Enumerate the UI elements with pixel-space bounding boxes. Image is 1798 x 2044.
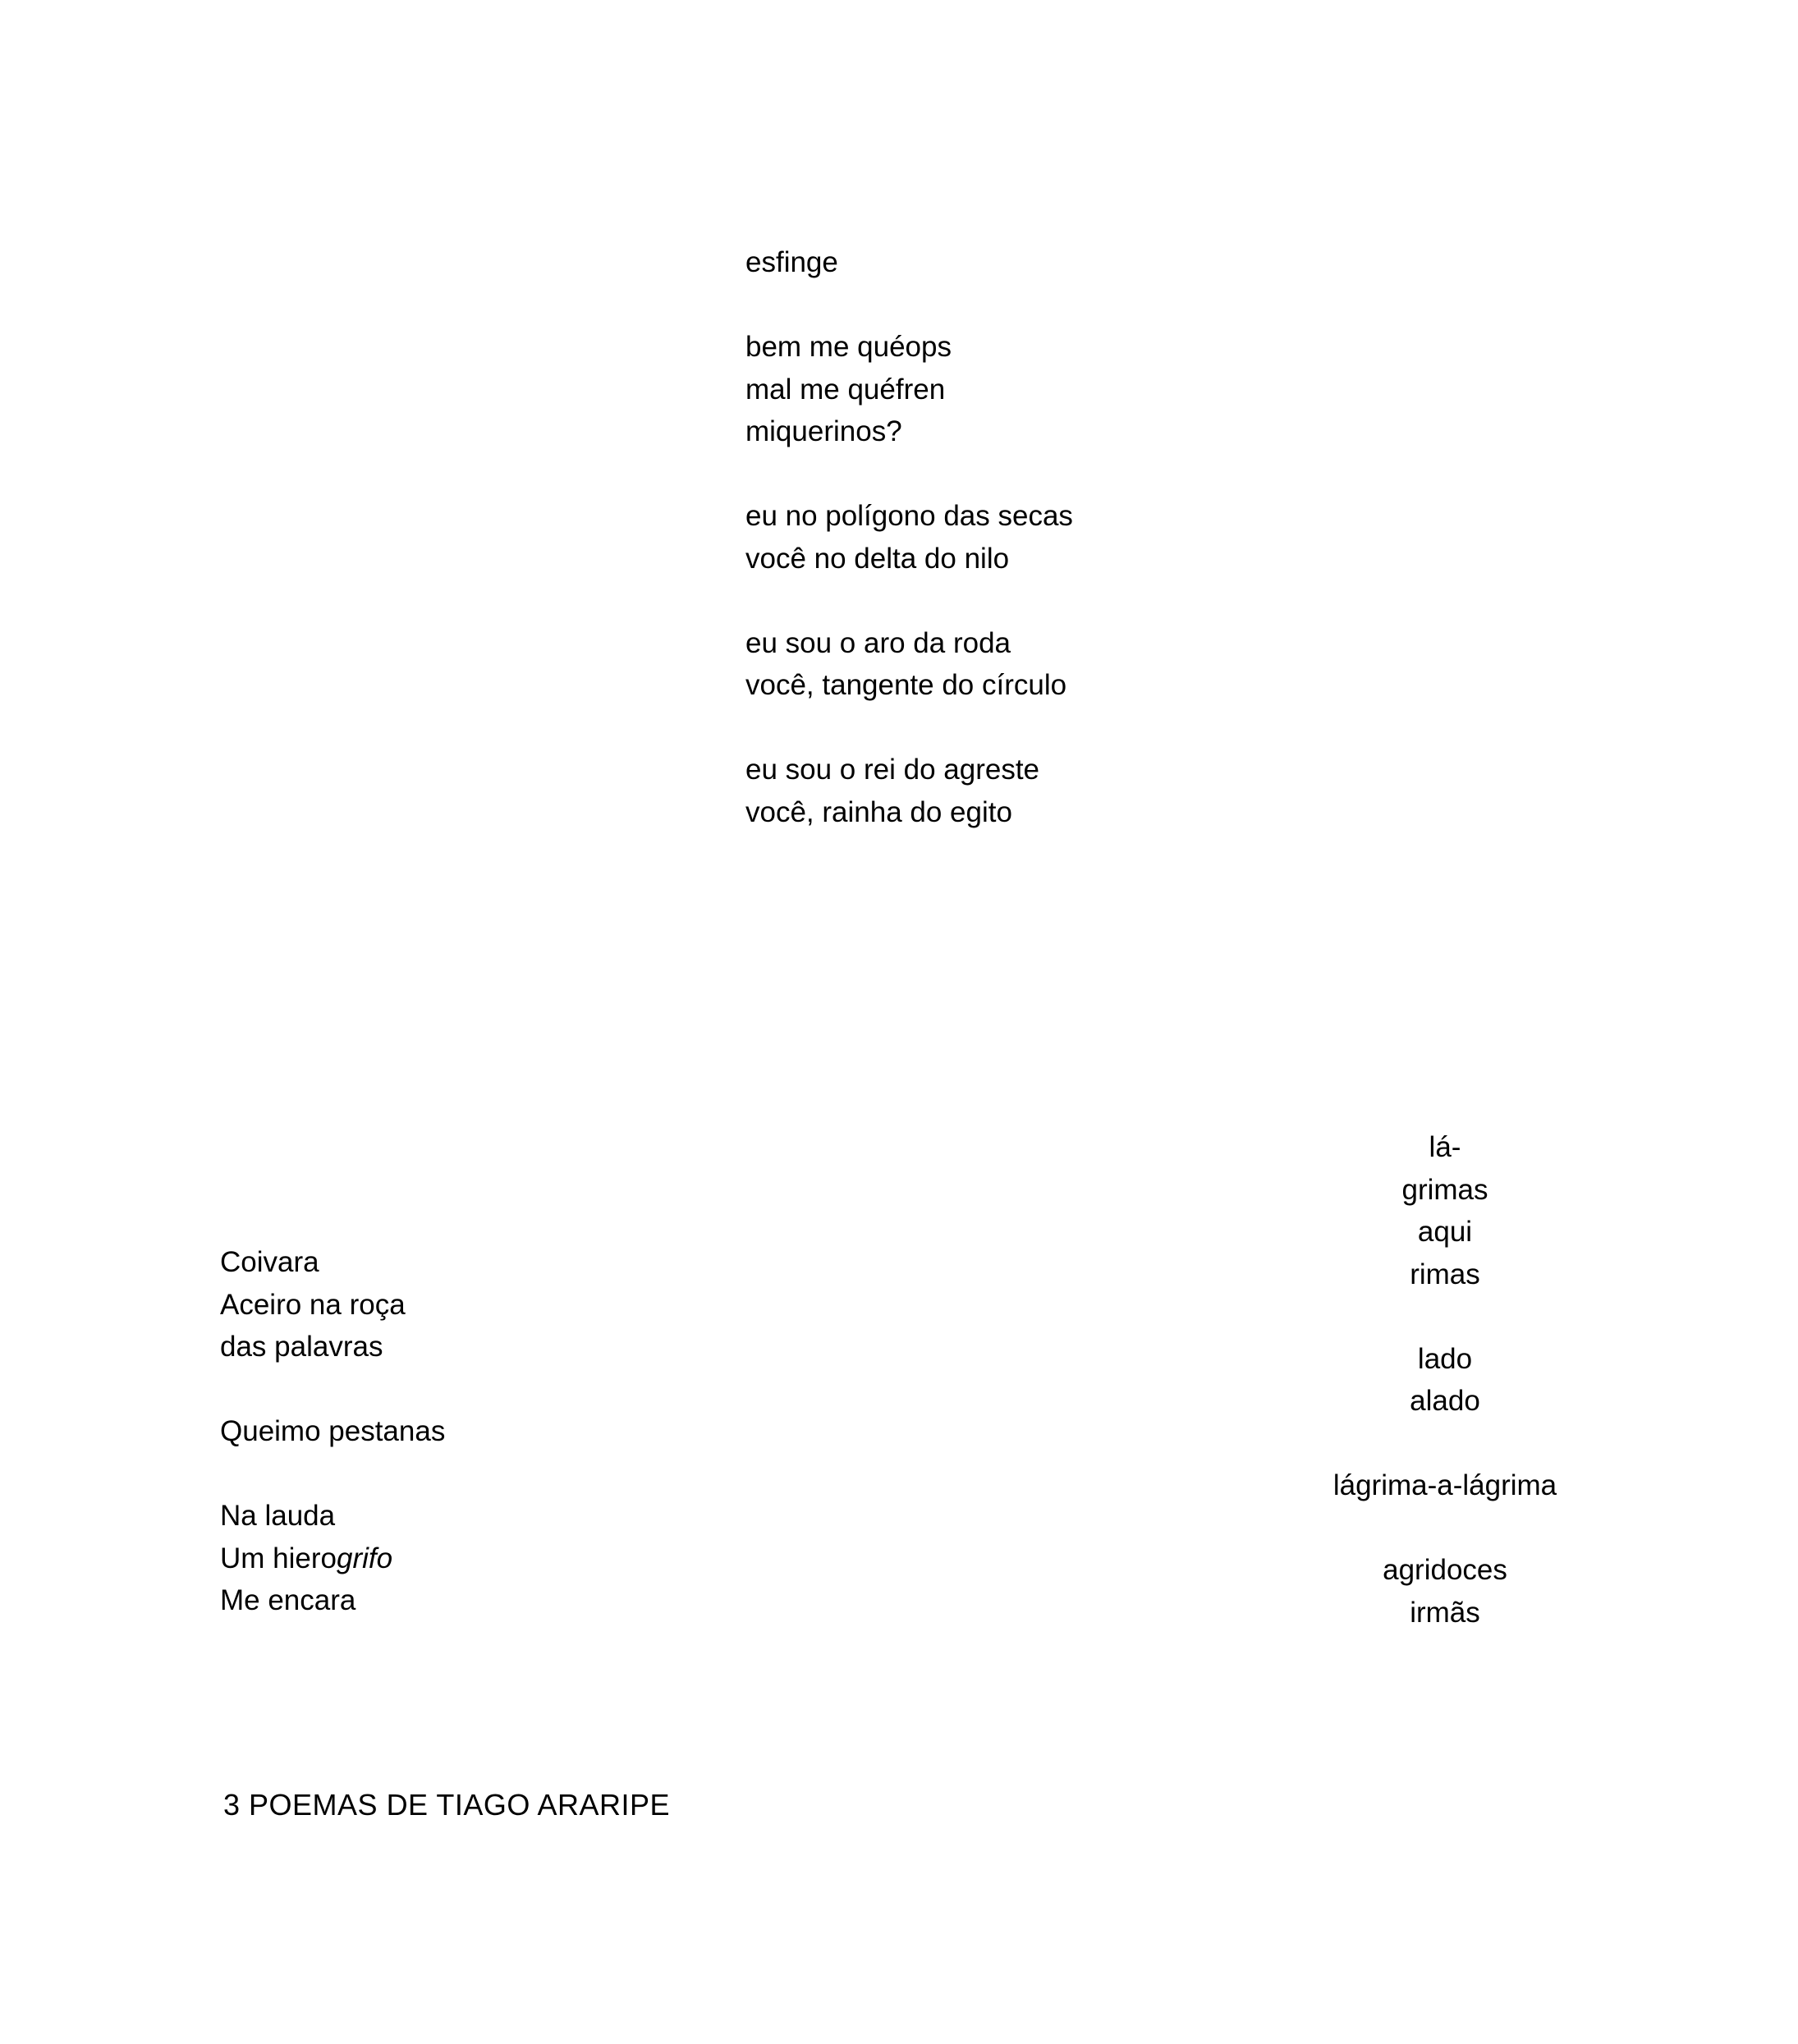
poem-line: lá- [1429,1131,1461,1163]
poem-line: rimas [1410,1258,1480,1290]
stanza-break [745,580,1073,622]
poem-title: Coivara [220,1246,319,1278]
poem-line: irmãs [1410,1596,1480,1629]
poem-line: eu sou o aro da roda [745,626,1011,659]
line-italic-part: grifo [336,1542,393,1574]
poem-line: Aceiro na roça [220,1288,406,1321]
stanza-break [1333,1295,1557,1338]
stanza-break [745,707,1073,749]
stanza-break [745,453,1073,496]
poem-line: agridoces [1383,1554,1507,1586]
poem-esfinge [745,241,1073,833]
poem-line: lado [1417,1342,1473,1375]
poem-line: Queimo pestanas [220,1415,446,1447]
poem-line-hieroglyph [220,1538,445,1580]
poem-line: das palavras [220,1331,383,1363]
poem-line: Na lauda [220,1500,336,1532]
poem-line: lágrima-a-lágrima [1332,1469,1557,1501]
poem-line: Me encara [220,1584,356,1616]
poem-line: bem me quéops [745,331,952,363]
stanza-break [220,1453,445,1496]
page-footer-title: 3 POEMAS DE TIAGO ARARIPE [223,1788,670,1822]
stanza-break [1333,1507,1557,1550]
poem-line: eu sou o rei do agreste [745,754,1040,786]
poem-line: mal me quéfren [745,373,946,406]
line-prefix: Um hiero [220,1542,337,1574]
poem-line: eu no polígono das secas [745,500,1073,532]
poem-line: miquerinos? [745,415,902,447]
poem-title: esfinge [745,246,838,278]
poem-coivara [220,1241,445,1622]
poem-line: grimas [1401,1173,1488,1206]
poem-line: você, rainha do egito [745,795,1012,828]
poem-lagrimas [1333,1126,1557,1634]
poem-line: alado [1410,1385,1480,1417]
poem-line: você no delta do nilo [745,542,1010,575]
stanza-break [1333,1423,1557,1465]
poem-line: você, tangente do círculo [745,669,1067,701]
poem-line: aqui [1417,1216,1473,1248]
stanza-break [220,1368,445,1411]
stanza-break [745,284,1073,327]
